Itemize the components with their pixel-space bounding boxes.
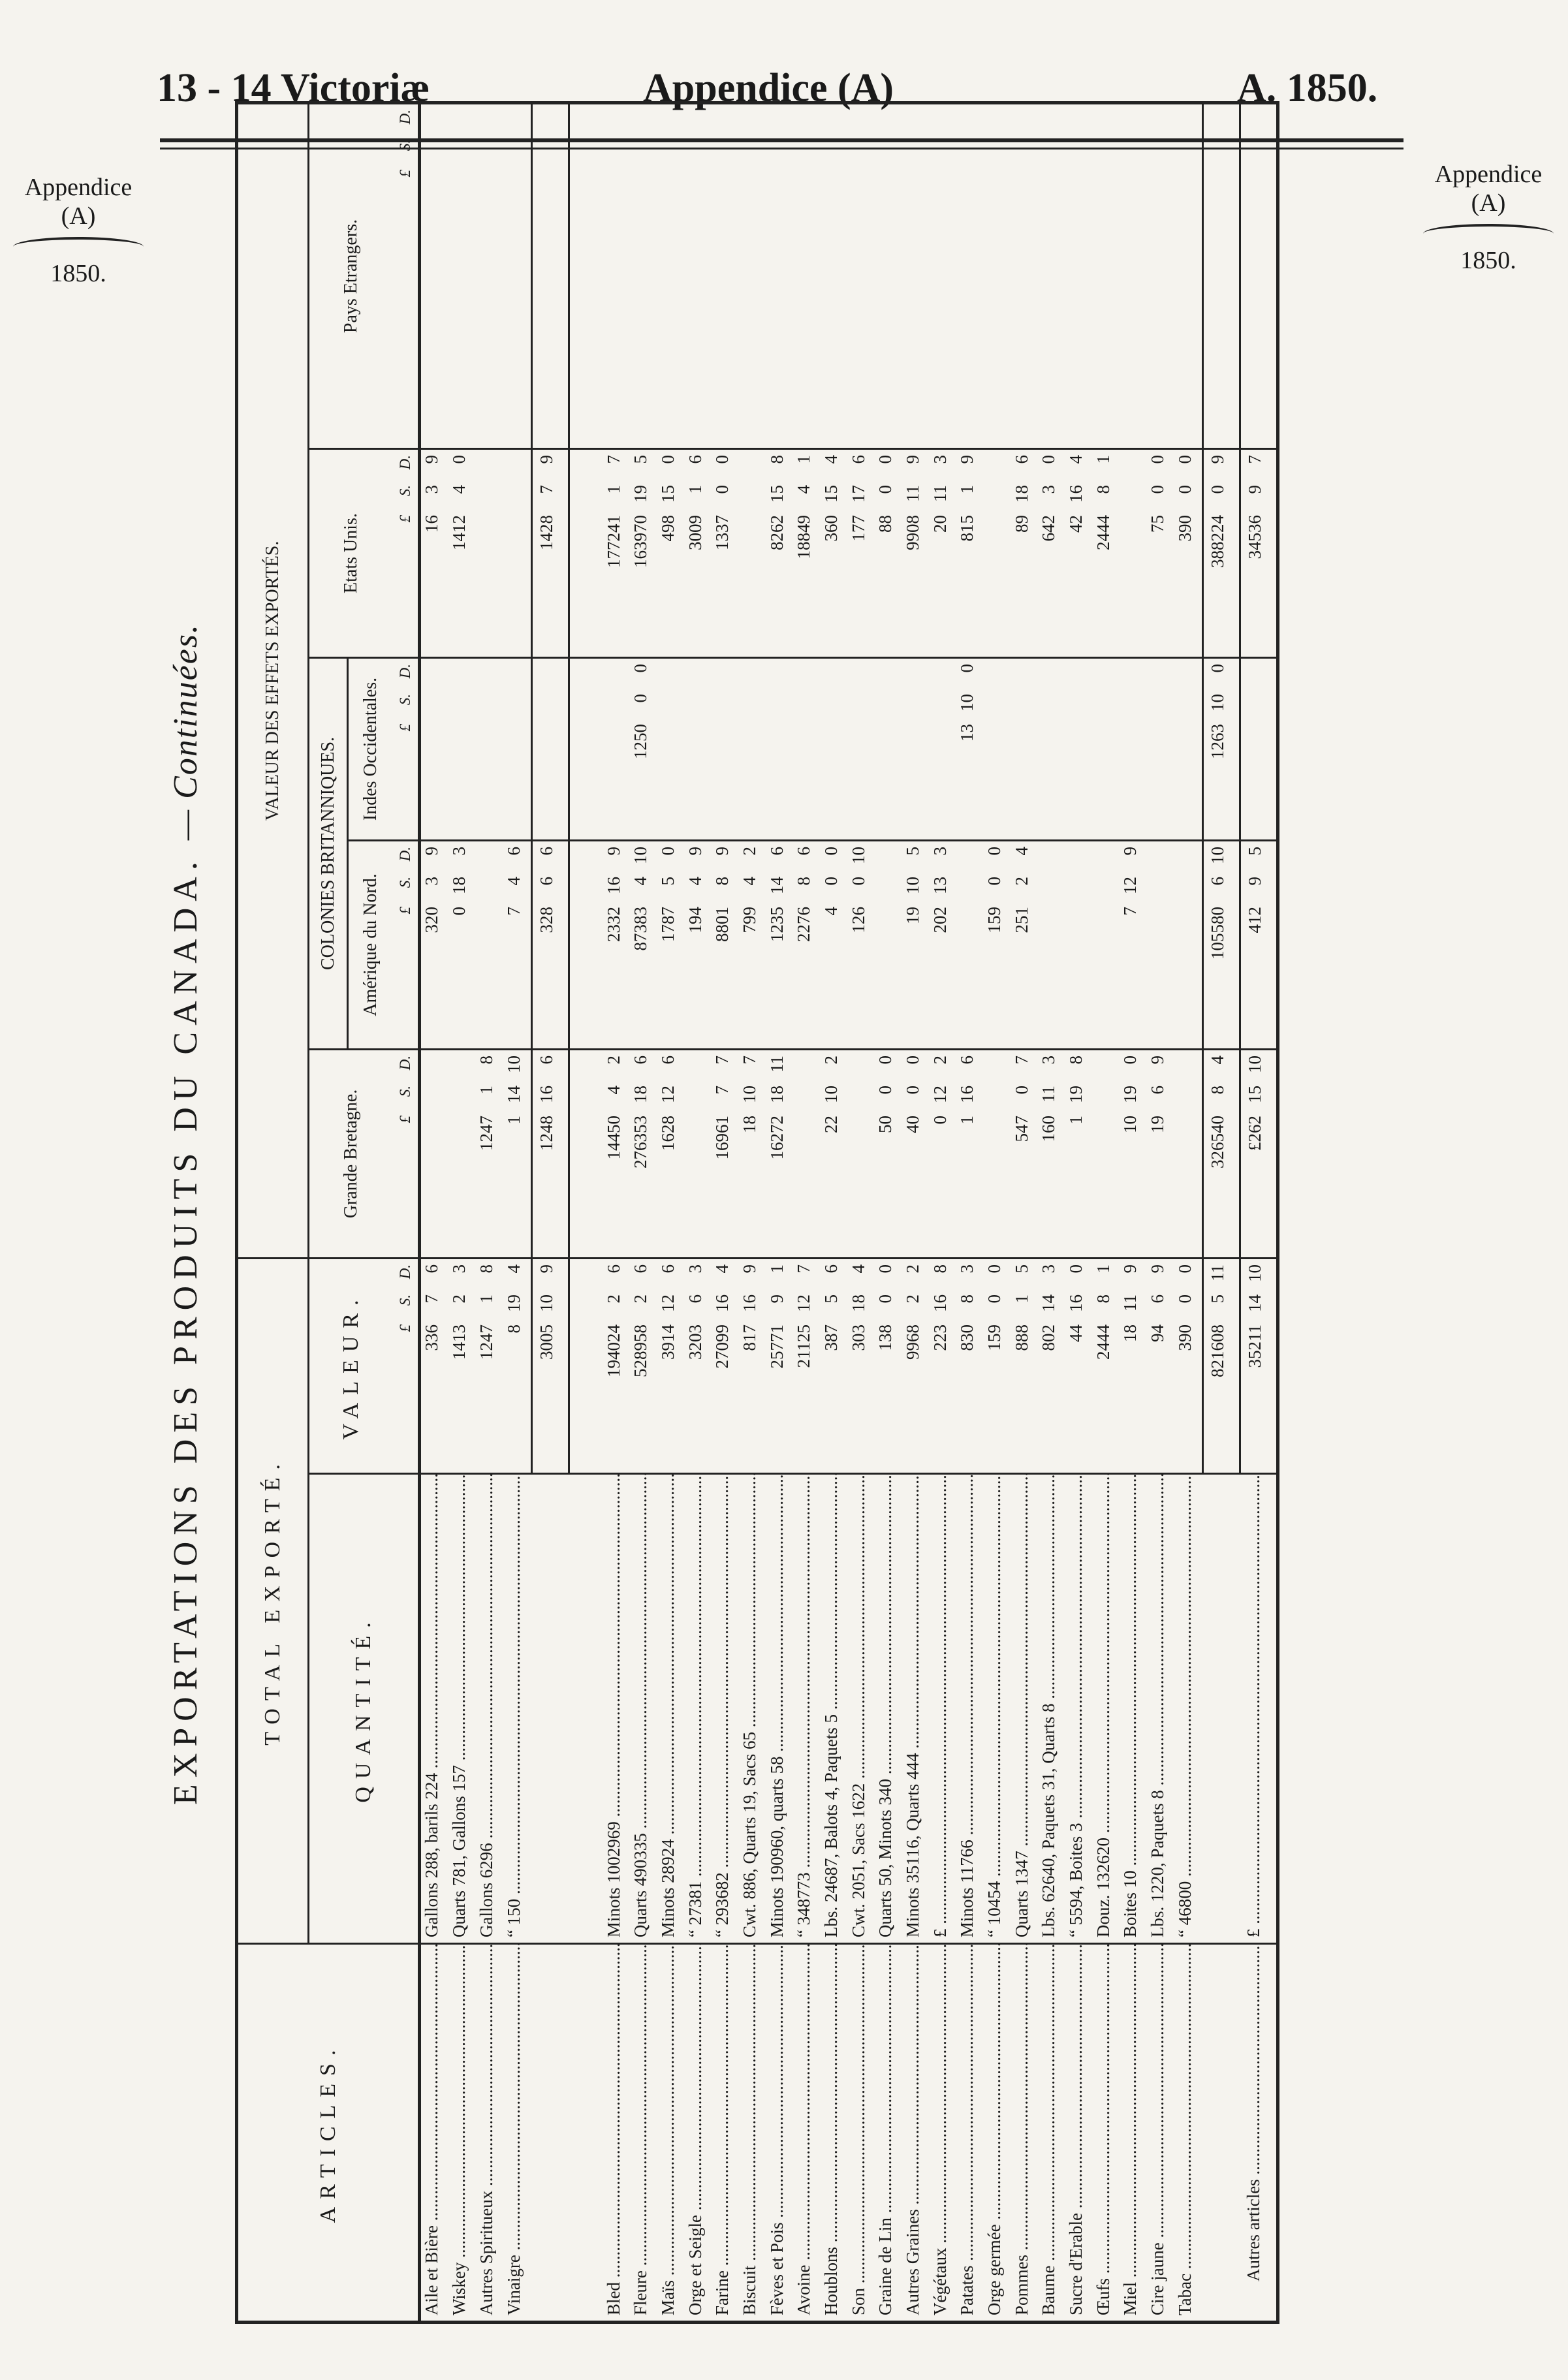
cell-indes xyxy=(476,658,503,841)
cell-grande-bretagne: 326540 8 4 xyxy=(1202,1050,1240,1259)
cell-amerique: 194 4 9 xyxy=(685,841,712,1050)
cell-article: Graine de Lin ..... xyxy=(875,1944,902,2323)
cell-article xyxy=(1202,1944,1240,2323)
cell-indes xyxy=(657,658,685,841)
table-row xyxy=(630,103,657,2323)
units-amerique: £ S. D. xyxy=(394,841,420,1050)
table-row xyxy=(793,103,821,2323)
cell-quantite: “ 150 ..... xyxy=(503,1474,532,1944)
table-row xyxy=(1147,103,1174,2323)
cell-amerique: 7 12 9 xyxy=(1120,841,1147,1050)
cell-grande-bretagne: 1628 12 6 xyxy=(657,1050,685,1259)
cell-article: Orge germée ..... xyxy=(984,1944,1011,2323)
cell-etats-unis: 1428 7 9 xyxy=(531,449,569,658)
cell-article: Avoine ..... xyxy=(793,1944,821,2323)
table-row xyxy=(1065,103,1093,2323)
col-amerique: Amérique du Nord. xyxy=(348,841,394,1050)
cell-pays-etrangers xyxy=(630,103,657,449)
margin-right-year: 1850. xyxy=(1460,247,1516,274)
cell-amerique: 328 6 6 xyxy=(531,841,569,1050)
table-row xyxy=(603,103,631,2323)
cell-amerique xyxy=(956,841,984,1050)
cell-valeur: 9968 2 2 xyxy=(902,1259,930,1474)
cell-article: Végétaux ..... xyxy=(930,1944,957,2323)
cell-grande-bretagne: 16961 7 7 xyxy=(712,1050,739,1259)
cell-valeur: 8 19 4 xyxy=(503,1259,532,1474)
cell-grande-bretagne: 22 10 2 xyxy=(821,1050,848,1259)
cell-valeur: 3203 6 3 xyxy=(685,1259,712,1474)
cell-pays-etrangers xyxy=(930,103,957,449)
margin-right-line1: Appendice xyxy=(1434,161,1543,188)
table-row xyxy=(448,103,476,2323)
cell-grande-bretagne: 50 0 0 xyxy=(875,1050,902,1259)
table-row xyxy=(1093,103,1120,2323)
cell-pays-etrangers xyxy=(1174,103,1203,449)
cell-article: Œufs ..... xyxy=(1093,1944,1120,2323)
cell-etats-unis: 177 17 6 xyxy=(848,449,875,658)
col-articles: ARTICLES. xyxy=(237,1944,420,2323)
table-row xyxy=(902,103,930,2323)
cell-quantite: Minots 35116, Quarts 444 ..... xyxy=(902,1474,930,1944)
cell-grande-bretagne: 1 19 8 xyxy=(1065,1050,1093,1259)
spacer-row xyxy=(569,103,603,2323)
table-title xyxy=(166,104,219,2324)
cell-valeur: 528958 2 6 xyxy=(630,1259,657,1474)
cell-article xyxy=(531,1944,569,2323)
cell-etats-unis: 18849 4 1 xyxy=(793,449,821,658)
cell-grande-bretagne: 40 0 0 xyxy=(902,1050,930,1259)
cell-indes: 1250 0 0 xyxy=(630,658,657,841)
cell-valeur: 387 5 6 xyxy=(821,1259,848,1474)
cell-grande-bretagne: 18 10 7 xyxy=(739,1050,766,1259)
cell-article: Autres Spiritueux ..... xyxy=(476,1944,503,2323)
cell-valeur: 194024 2 6 xyxy=(603,1259,631,1474)
cell-quantite: Minots 28924 ..... xyxy=(657,1474,685,1944)
col-grande-bretagne: Grande Bretagne. xyxy=(309,1050,394,1259)
cell-quantite: Lbs. 62640, Paquets 31, Quarts 8 ..... xyxy=(1038,1474,1065,1944)
table-row xyxy=(712,103,739,2323)
cell-valeur: 888 1 5 xyxy=(1011,1259,1039,1474)
cell-amerique xyxy=(1038,841,1065,1050)
header-left: 13 - 14 Victoriæ xyxy=(157,66,430,110)
cell-etats-unis: 390 0 0 xyxy=(1174,449,1203,658)
table-row xyxy=(420,103,449,2323)
cell-grande-bretagne xyxy=(1093,1050,1120,1259)
cell-indes xyxy=(685,658,712,841)
cell-indes xyxy=(1174,658,1203,841)
cell-grande-bretagne xyxy=(848,1050,875,1259)
cell-quantite: Minots 11766 ..... xyxy=(956,1474,984,1944)
cell-quantite: Minots 1002969 ..... xyxy=(603,1474,631,1944)
cell-indes xyxy=(420,658,449,841)
cell-quantite: Douz. 132620 ..... xyxy=(1093,1474,1120,1944)
cell-quantite: Lbs. 24687, Balots 4, Paquets 5 ..... xyxy=(821,1474,848,1944)
cell-grande-bretagne xyxy=(1174,1050,1203,1259)
cell-quantite: “ 46800 ..... xyxy=(1174,1474,1203,1944)
table-row xyxy=(1240,103,1278,2323)
cell-pays-etrangers xyxy=(712,103,739,449)
cell-grande-bretagne: 1 16 6 xyxy=(956,1050,984,1259)
cell-etats-unis: 8262 15 8 xyxy=(766,449,794,658)
cell-grande-bretagne xyxy=(420,1050,449,1259)
cell-article: Autres articles ..... xyxy=(1240,1944,1278,2323)
cell-valeur: 3005 10 9 xyxy=(531,1259,569,1474)
cell-valeur: 817 16 9 xyxy=(739,1259,766,1474)
cell-etats-unis: 2444 8 1 xyxy=(1093,449,1120,658)
cell-grande-bretagne: 19 6 9 xyxy=(1147,1050,1174,1259)
units-valeur: £ S. D. xyxy=(394,1259,420,1474)
cell-etats-unis: 34536 9 7 xyxy=(1240,449,1278,658)
margin-right-brace xyxy=(1423,224,1554,243)
cell-article: Aile et Bière ..... xyxy=(420,1944,449,2323)
cell-grande-bretagne: 160 11 3 xyxy=(1038,1050,1065,1259)
cell-amerique: 2332 16 9 xyxy=(603,841,631,1050)
col-total: TOTAL EXPORTÉ. xyxy=(237,1259,309,1944)
cell-valeur: 802 14 3 xyxy=(1038,1259,1065,1474)
cell-amerique: 1787 5 0 xyxy=(657,841,685,1050)
cell-quantite: Cwt. 886, Quarts 19, Sacs 65 ..... xyxy=(739,1474,766,1944)
cell-pays-etrangers xyxy=(657,103,685,449)
cell-grande-bretagne xyxy=(793,1050,821,1259)
margin-left-line2: (A) xyxy=(61,202,96,230)
cell-amerique: 320 3 9 xyxy=(420,841,449,1050)
cell-article: Baume ..... xyxy=(1038,1944,1065,2323)
cell-article: Son ..... xyxy=(848,1944,875,2323)
cell-valeur: 94 6 9 xyxy=(1147,1259,1174,1474)
cell-amerique: 412 9 5 xyxy=(1240,841,1278,1050)
table-row xyxy=(531,103,569,2323)
cell-valeur: 44 16 0 xyxy=(1065,1259,1093,1474)
cell-indes xyxy=(1011,658,1039,841)
cell-etats-unis xyxy=(984,449,1011,658)
cell-pays-etrangers xyxy=(1065,103,1093,449)
cell-valeur: 303 18 4 xyxy=(848,1259,875,1474)
table-row xyxy=(848,103,875,2323)
units-indes: £ S. D. xyxy=(394,658,420,841)
margin-left-year: 1850. xyxy=(50,260,106,287)
col-pays-etrangers: Pays Etrangers. xyxy=(309,103,394,449)
cell-quantite: “ 348773 ..... xyxy=(793,1474,821,1944)
cell-article: Maïs ..... xyxy=(657,1944,685,2323)
cell-amerique xyxy=(476,841,503,1050)
cell-grande-bretagne: 1247 1 8 xyxy=(476,1050,503,1259)
table-row xyxy=(685,103,712,2323)
cell-quantite: Quarts 50, Minots 340 ..... xyxy=(875,1474,902,1944)
cell-indes xyxy=(712,658,739,841)
cell-pays-etrangers xyxy=(739,103,766,449)
cell-article: Houblons ..... xyxy=(821,1944,848,2323)
cell-article: Bled ..... xyxy=(603,1944,631,2323)
cell-grande-bretagne: 14450 4 2 xyxy=(603,1050,631,1259)
table-row xyxy=(875,103,902,2323)
cell-indes xyxy=(821,658,848,841)
cell-valeur: 35211 14 10 xyxy=(1240,1259,1278,1474)
cell-grande-bretagne: 547 0 7 xyxy=(1011,1050,1039,1259)
cell-quantite: Gallons 6296 ..... xyxy=(476,1474,503,1944)
cell-article: Fèves et Pois ..... xyxy=(766,1944,794,2323)
cell-quantite xyxy=(1202,1474,1240,1944)
cell-etats-unis: 89 18 6 xyxy=(1011,449,1039,658)
cell-amerique: 19 10 5 xyxy=(902,841,930,1050)
cell-amerique: 105580 6 10 xyxy=(1202,841,1240,1050)
cell-etats-unis: 388224 0 9 xyxy=(1202,449,1240,658)
cell-quantite: Cwt. 2051, Sacs 1622 ..... xyxy=(848,1474,875,1944)
cell-quantite xyxy=(531,1474,569,1944)
col-valeur: VALEUR. xyxy=(309,1259,394,1474)
cell-pays-etrangers xyxy=(1147,103,1174,449)
cell-valeur: 830 8 3 xyxy=(956,1259,984,1474)
exports-table xyxy=(235,101,1279,2324)
cell-etats-unis: 1412 4 0 xyxy=(448,449,476,658)
cell-etats-unis: 75 0 0 xyxy=(1147,449,1174,658)
cell-indes xyxy=(848,658,875,841)
cell-etats-unis: 88 0 0 xyxy=(875,449,902,658)
cell-quantite: Quarts 781, Gallons 157 ..... xyxy=(448,1474,476,1944)
cell-quantite: £ ..... xyxy=(930,1474,957,1944)
table-row xyxy=(766,103,794,2323)
margin-note-left xyxy=(0,173,157,288)
cell-grande-bretagne: 1248 16 6 xyxy=(531,1050,569,1259)
cell-article: Wiskey ..... xyxy=(448,1944,476,2323)
cell-etats-unis: 42 16 4 xyxy=(1065,449,1093,658)
cell-valeur: 336 7 6 xyxy=(420,1259,449,1474)
units-pays-etrangers: £ S. D. xyxy=(394,103,420,449)
table-row xyxy=(476,103,503,2323)
cell-pays-etrangers xyxy=(875,103,902,449)
cell-indes xyxy=(930,658,957,841)
cell-indes xyxy=(531,658,569,841)
cell-indes xyxy=(1147,658,1174,841)
cell-grande-bretagne: 0 12 2 xyxy=(930,1050,957,1259)
cell-indes xyxy=(766,658,794,841)
table-row xyxy=(1202,103,1240,2323)
cell-amerique: 7 4 6 xyxy=(503,841,532,1050)
cell-article: Cire jaune ..... xyxy=(1147,1944,1174,2323)
cell-quantite: “ 27381 ..... xyxy=(685,1474,712,1944)
cell-valeur: 3914 12 6 xyxy=(657,1259,685,1474)
cell-valeur: 18 11 9 xyxy=(1120,1259,1147,1474)
table-row xyxy=(821,103,848,2323)
cell-grande-bretagne: 276353 18 6 xyxy=(630,1050,657,1259)
cell-etats-unis: 498 15 0 xyxy=(657,449,685,658)
cell-article: Miel ..... xyxy=(1120,1944,1147,2323)
cell-etats-unis: 642 3 0 xyxy=(1038,449,1065,658)
cell-etats-unis: 163970 19 5 xyxy=(630,449,657,658)
cell-amerique: 8801 8 9 xyxy=(712,841,739,1050)
cell-pays-etrangers xyxy=(1120,103,1147,449)
margin-note-right xyxy=(1410,160,1567,275)
col-valeur-effets: VALEUR DES EFFETS EXPORTÉS. xyxy=(237,103,309,1259)
title-suffix: — Continuées. xyxy=(167,623,204,841)
cell-amerique: 4 0 0 xyxy=(821,841,848,1050)
cell-valeur: 138 0 0 xyxy=(875,1259,902,1474)
table-row xyxy=(503,103,532,2323)
table-row xyxy=(1038,103,1065,2323)
cell-amerique: 159 0 0 xyxy=(984,841,1011,1050)
table-row xyxy=(1120,103,1147,2323)
cell-grande-bretagne xyxy=(685,1050,712,1259)
cell-etats-unis: 16 3 9 xyxy=(420,449,449,658)
cell-indes xyxy=(448,658,476,841)
title-main: EXPORTATIONS DES PRODUITS DU CANADA. xyxy=(167,855,204,1806)
cell-article: Orge et Seigle ..... xyxy=(685,1944,712,2323)
cell-pays-etrangers xyxy=(793,103,821,449)
cell-etats-unis xyxy=(739,449,766,658)
cell-amerique xyxy=(1093,841,1120,1050)
cell-article: Fleure ..... xyxy=(630,1944,657,2323)
cell-indes: 13 10 0 xyxy=(956,658,984,841)
col-etats-unis: Etats Unis. xyxy=(309,449,394,658)
cell-etats-unis: 3009 1 6 xyxy=(685,449,712,658)
cell-indes: 1263 10 0 xyxy=(1202,658,1240,841)
cell-article: Tabac ..... xyxy=(1174,1944,1203,2323)
cell-article: Autres Graines ..... xyxy=(902,1944,930,2323)
margin-left-brace xyxy=(13,237,144,257)
cell-pays-etrangers xyxy=(685,103,712,449)
cell-quantite: “ 5594, Boites 3 ..... xyxy=(1065,1474,1093,1944)
cell-amerique: 799 4 2 xyxy=(739,841,766,1050)
cell-grande-bretagne: 1 14 10 xyxy=(503,1050,532,1259)
cell-grande-bretagne: £262 15 10 xyxy=(1240,1050,1278,1259)
cell-amerique: 126 0 10 xyxy=(848,841,875,1050)
cell-grande-bretagne: 16272 18 11 xyxy=(766,1050,794,1259)
cell-pays-etrangers xyxy=(984,103,1011,449)
table-row xyxy=(657,103,685,2323)
header-center: Appendice (A) xyxy=(643,66,894,110)
cell-valeur: 223 16 8 xyxy=(930,1259,957,1474)
table-row xyxy=(1174,103,1203,2323)
cell-valeur: 390 0 0 xyxy=(1174,1259,1203,1474)
cell-amerique: 202 13 3 xyxy=(930,841,957,1050)
cell-indes xyxy=(793,658,821,841)
cell-pays-etrangers xyxy=(503,103,532,449)
cell-article: Patates ..... xyxy=(956,1944,984,2323)
cell-valeur: 1247 1 8 xyxy=(476,1259,503,1474)
cell-indes xyxy=(1038,658,1065,841)
cell-article: Farine ..... xyxy=(712,1944,739,2323)
cell-quantite: £ ..... xyxy=(1240,1474,1278,1944)
cell-etats-unis xyxy=(476,449,503,658)
cell-indes xyxy=(875,658,902,841)
table-row xyxy=(956,103,984,2323)
cell-amerique: 87383 4 10 xyxy=(630,841,657,1050)
units-gb: £ S. D. xyxy=(394,1050,420,1259)
cell-quantite: “ 10454 ..... xyxy=(984,1474,1011,1944)
cell-etats-unis xyxy=(503,449,532,658)
cell-amerique xyxy=(875,841,902,1050)
table-row xyxy=(1011,103,1039,2323)
cell-article: Vinaigre ..... xyxy=(503,1944,532,2323)
header-right: A. 1850. xyxy=(1237,66,1378,110)
cell-quantite: Gallons 288, barils 224 ..... xyxy=(420,1474,449,1944)
cell-quantite: “ 293682 ..... xyxy=(712,1474,739,1944)
cell-pays-etrangers xyxy=(1202,103,1240,449)
cell-amerique xyxy=(1147,841,1174,1050)
cell-pays-etrangers xyxy=(603,103,631,449)
cell-etats-unis: 815 1 9 xyxy=(956,449,984,658)
table-row xyxy=(984,103,1011,2323)
cell-etats-unis: 1337 0 0 xyxy=(712,449,739,658)
cell-valeur: 2444 8 1 xyxy=(1093,1259,1120,1474)
cell-valeur: 25771 9 1 xyxy=(766,1259,794,1474)
cell-amerique: 251 2 4 xyxy=(1011,841,1039,1050)
cell-valeur: 1413 2 3 xyxy=(448,1259,476,1474)
cell-pays-etrangers xyxy=(476,103,503,449)
cell-quantite: Quarts 490335 ..... xyxy=(630,1474,657,1944)
cell-pays-etrangers xyxy=(1038,103,1065,449)
cell-pays-etrangers xyxy=(821,103,848,449)
cell-article: Pommes ..... xyxy=(1011,1944,1039,2323)
cell-indes xyxy=(1065,658,1093,841)
cell-amerique: 1235 14 6 xyxy=(766,841,794,1050)
cell-article: Sucre d'Erable ..... xyxy=(1065,1944,1093,2323)
cell-quantite: Lbs. 1220, Paquets 8 ..... xyxy=(1147,1474,1174,1944)
cell-article: Biscuit ..... xyxy=(739,1944,766,2323)
margin-left-line1: Appendice xyxy=(24,174,133,201)
cell-quantite: Boites 10 ..... xyxy=(1120,1474,1147,1944)
cell-pays-etrangers xyxy=(1011,103,1039,449)
cell-etats-unis: 9908 11 9 xyxy=(902,449,930,658)
cell-indes xyxy=(1093,658,1120,841)
cell-amerique xyxy=(1065,841,1093,1050)
cell-grande-bretagne xyxy=(984,1050,1011,1259)
cell-indes xyxy=(1240,658,1278,841)
margin-right-line2: (A) xyxy=(1471,189,1506,217)
col-quantite: QUANTITÉ. xyxy=(309,1474,420,1944)
cell-etats-unis xyxy=(1120,449,1147,658)
cell-amerique xyxy=(1174,841,1203,1050)
cell-etats-unis: 360 15 4 xyxy=(821,449,848,658)
cell-valeur: 27099 16 4 xyxy=(712,1259,739,1474)
cell-valeur: 821608 5 11 xyxy=(1202,1259,1240,1474)
table-row xyxy=(739,103,766,2323)
cell-pays-etrangers xyxy=(848,103,875,449)
cell-indes xyxy=(1120,658,1147,841)
cell-pays-etrangers xyxy=(766,103,794,449)
cell-pays-etrangers xyxy=(420,103,449,449)
cell-quantite: Minots 190960, quarts 58 ..... xyxy=(766,1474,794,1944)
units-etats-unis: £ S. D. xyxy=(394,449,420,658)
rotated-table-block xyxy=(163,104,1286,2324)
cell-pays-etrangers xyxy=(448,103,476,449)
cell-valeur: 21125 12 7 xyxy=(793,1259,821,1474)
cell-valeur: 159 0 0 xyxy=(984,1259,1011,1474)
cell-indes xyxy=(902,658,930,841)
cell-indes xyxy=(603,658,631,841)
cell-indes xyxy=(984,658,1011,841)
cell-amerique: 2276 8 6 xyxy=(793,841,821,1050)
cell-indes xyxy=(503,658,532,841)
cell-amerique: 0 18 3 xyxy=(448,841,476,1050)
cell-pays-etrangers xyxy=(531,103,569,449)
cell-pays-etrangers xyxy=(1240,103,1278,449)
table-row xyxy=(930,103,957,2323)
cell-indes xyxy=(739,658,766,841)
cell-etats-unis: 20 11 3 xyxy=(930,449,957,658)
cell-grande-bretagne: 10 19 0 xyxy=(1120,1050,1147,1259)
cell-quantite: Quarts 1347 ..... xyxy=(1011,1474,1039,1944)
cell-grande-bretagne xyxy=(448,1050,476,1259)
cell-pays-etrangers xyxy=(956,103,984,449)
cell-pays-etrangers xyxy=(902,103,930,449)
col-indes: Indes Occidentales. xyxy=(348,658,394,841)
col-colonies: COLONIES BRITANNIQUES. xyxy=(309,658,348,1050)
cell-etats-unis: 177241 1 7 xyxy=(603,449,631,658)
cell-pays-etrangers xyxy=(1093,103,1120,449)
